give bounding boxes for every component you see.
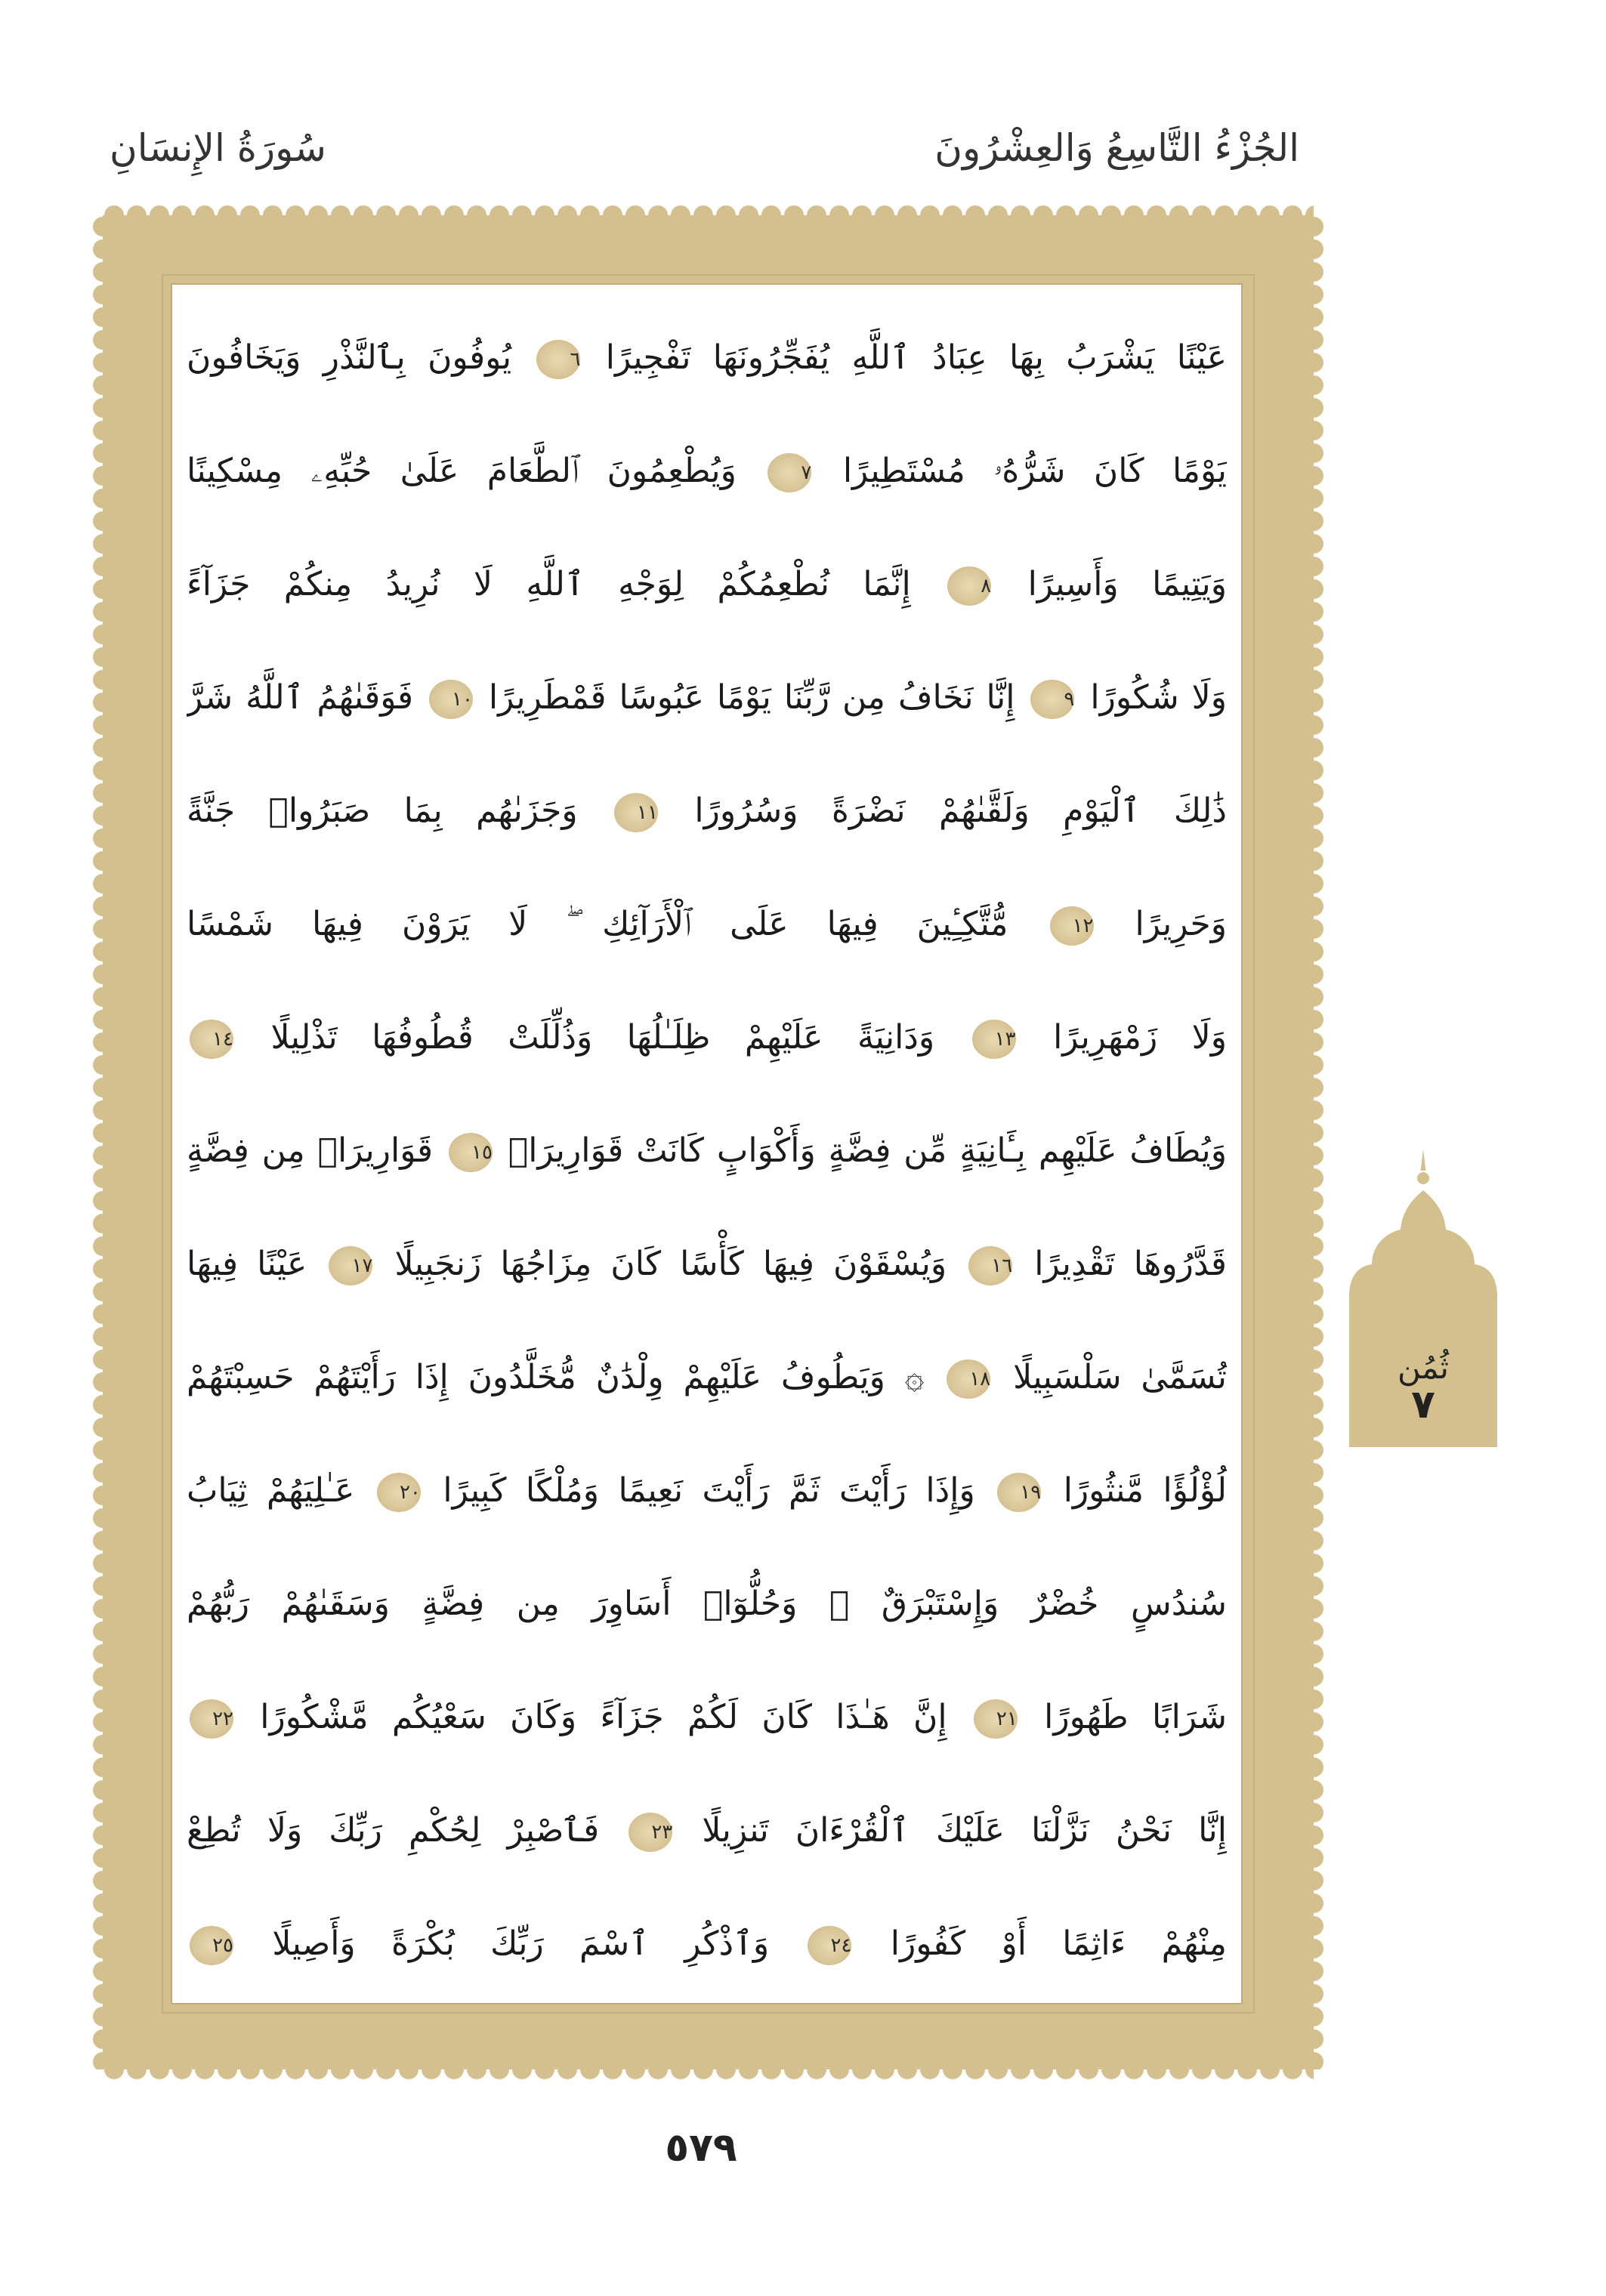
ayah-number-marker: ١٥ (449, 1133, 493, 1172)
verse-text: وَيُطَافُ عَلَيْهِم بِـَٔانِيَةٍ مِّن فِضَّةٍ وَأَكْوَابٍ كَانَتْ قَوَارِيرَا۠ (508, 1131, 1227, 1170)
ayah-number-marker: ١٩ (997, 1473, 1041, 1512)
ayah-number-marker: ١٤ (190, 1020, 233, 1059)
text-line (187, 1321, 1227, 1434)
verse-text-block (187, 301, 1227, 2001)
ayah-number-marker: ١٣ (972, 1020, 1016, 1059)
text-line-content (187, 1018, 1227, 1057)
text-line (187, 1774, 1227, 1887)
ayah-number-marker: ١٦ (968, 1246, 1012, 1285)
text-line (187, 868, 1227, 981)
verse-text: قَدَّرُوهَا تَقْدِيرًا (1034, 1245, 1227, 1283)
text-line (187, 1434, 1227, 1548)
text-line-content (187, 905, 1227, 943)
verse-text: لُؤْلُؤًا مَّنثُورًا (1063, 1471, 1227, 1510)
ayah-number-marker: ١٨ (947, 1359, 990, 1399)
verse-text: ذَٰلِكَ ٱلْيَوْمِ وَلَقَّىٰهُمْ نَضْرَةً وَسُرُورًا (694, 792, 1227, 830)
thumn-number: ٧ (1411, 1382, 1435, 1427)
text-line (187, 641, 1227, 755)
verse-text: عَيْنًا يَشْرَبُ بِهَا عِبَادُ ٱللَّهِ يُفَجِّرُونَهَا تَفْجِيرًا (605, 338, 1227, 377)
text-line-content (187, 1924, 1227, 1963)
verse-text: عَيْنًا فِيهَا (187, 1245, 307, 1283)
thumn-marker (1349, 1148, 1497, 1447)
text-line (187, 1548, 1227, 1661)
verse-text: شَرَابًا طَهُورًا (1044, 1698, 1227, 1736)
verse-text: وَيُطْعِمُونَ ٱلطَّعَامَ عَلَىٰ حُبِّهِۦ مِسْكِينًا (187, 452, 737, 490)
text-line-content (187, 1698, 1227, 1736)
verse-text: ۞ وَيَطُوفُ عَلَيْهِمْ وِلْدَٰنٌ مُّخَلَّدُونَ إِذَا رَأَيْتَهُمْ حَسِبْتَهُمْ (187, 1358, 925, 1396)
text-line (187, 1094, 1227, 1208)
verse-text: قَوَارِيرَا۟ مِن فِضَّةٍ (187, 1131, 434, 1170)
verse-text: وَيَتِيمًا وَأَسِيرًا (1027, 565, 1227, 603)
ayah-number-marker: ١٠ (429, 680, 473, 719)
text-line-content (187, 452, 1227, 490)
ayah-number-marker: ٢٠ (377, 1473, 421, 1512)
verse-text: عَـٰلِيَهُمْ ثِيَابُ (187, 1471, 355, 1510)
surah-title: سُورَةُ الإِنسَانِ (110, 126, 326, 170)
ayah-number-marker: ١٧ (329, 1246, 372, 1285)
ayah-number-marker: ٢١ (974, 1699, 1018, 1739)
verse-text: وَلَا شُكُورًا (1090, 678, 1227, 717)
verse-text: وَيُسْقَوْنَ فِيهَا كَأْسًا كَانَ مِزَاجُهَا زَنجَبِيلًا (394, 1245, 947, 1283)
verse-text: وَجَزَىٰهُم بِمَا صَبَرُوا۟ جَنَّةً (187, 792, 578, 830)
verse-text: يُوفُونَ بِٱلنَّذْرِ وَيَخَافُونَ (187, 338, 512, 377)
text-line-content (187, 1811, 1227, 1850)
verse-text: وَحَرِيرًا (1135, 905, 1227, 943)
text-line (187, 1208, 1227, 1321)
text-line (187, 528, 1227, 641)
text-line (187, 755, 1227, 868)
ayah-number-marker: ١١ (614, 793, 658, 832)
text-line-content (187, 338, 1227, 377)
verse-text: إِنَّ هَـٰذَا كَانَ لَكُمْ جَزَآءً وَكَانَ سَعْيُكُم مَّشْكُورًا (260, 1698, 947, 1736)
ayah-number-marker: ٦ (536, 340, 580, 379)
page-number: ٥٧٩ (665, 2125, 737, 2171)
verse-text: مِنْهُمْ ءَاثِمًا أَوْ كَفُورًا (890, 1924, 1227, 1963)
verse-text: مُّتَّكِـِٔينَ فِيهَا عَلَى ٱلْأَرَآئِكِ ۖ لَا يَرَوْنَ فِيهَا شَمْسًا (187, 905, 1008, 943)
ayah-number-marker: ١٢ (1050, 906, 1094, 946)
verse-text: يَوْمًا كَانَ شَرُّهُۥ مُسْتَطِيرًا (842, 452, 1227, 490)
verse-text: فَٱصْبِرْ لِحُكْمِ رَبِّكَ وَلَا تُطِعْ (187, 1811, 600, 1850)
text-line-content (187, 565, 1227, 603)
text-line-content (187, 1131, 1227, 1170)
text-line (187, 1661, 1227, 1774)
verse-text: سُندُسٍ خُضْرٌ وَإِسْتَبْرَقٌ ۖ وَحُلُّوٓا۟ أَسَاوِرَ مِن فِضَّةٍ وَسَقَىٰهُمْ رَبُّهُمْ (187, 1585, 1227, 1623)
ayah-number-marker: ٢٤ (808, 1926, 851, 1965)
text-line-content (187, 792, 1227, 830)
ayah-number-marker: ٩ (1030, 680, 1074, 719)
juz-title: الجُزْءُ التَّاسِعُ وَالعِشْرُونَ (934, 126, 1299, 170)
text-line (187, 1887, 1227, 2001)
text-line (187, 981, 1227, 1094)
verse-text: وَٱذْكُرِ ٱسْمَ رَبِّكَ بُكْرَةً وَأَصِيلًا (272, 1924, 770, 1963)
verse-text: إِنَّمَا نُطْعِمُكُمْ لِوَجْهِ ٱللَّهِ لَا نُرِيدُ مِنكُمْ جَزَآءً (187, 565, 911, 603)
verse-text: وَدَانِيَةً عَلَيْهِمْ ظِلَـٰلُهَا وَذُلِّلَتْ قُطُوفُهَا تَذْلِيلًا (270, 1018, 935, 1057)
ayah-number-marker: ٢٥ (190, 1926, 233, 1965)
verse-text: إِنَّا نَحْنُ نَزَّلْنَا عَلَيْكَ ٱلْقُرْءَانَ تَنزِيلًا (702, 1811, 1227, 1850)
text-line-content (187, 1245, 1227, 1283)
ayah-number-marker: ٨ (947, 566, 991, 606)
verse-text: تُسَمَّىٰ سَلْسَبِيلًا (1013, 1358, 1227, 1396)
text-line (187, 301, 1227, 415)
verse-text: وَلَا زَمْهَرِيرًا (1053, 1018, 1227, 1057)
verse-text: إِنَّا نَخَافُ مِن رَّبِّنَا يَوْمًا عَبُوسًا قَمْطَرِيرًا (488, 678, 1015, 717)
verse-text: فَوَقَىٰهُمُ ٱللَّهُ شَرَّ (187, 678, 414, 717)
ayah-number-marker: ٢٣ (629, 1813, 672, 1852)
thumn-label: ثُمُن (1398, 1349, 1449, 1386)
text-line-content (187, 1585, 1227, 1623)
verse-text: وَإِذَا رَأَيْتَ ثَمَّ رَأَيْتَ نَعِيمًا وَمُلْكًا كَبِيرًا (443, 1471, 975, 1510)
text-line (187, 415, 1227, 528)
text-line-content (187, 678, 1227, 717)
text-line-content (187, 1471, 1227, 1510)
text-line-content (187, 1358, 1227, 1396)
ayah-number-marker: ٧ (767, 453, 811, 492)
ayah-number-marker: ٢٢ (190, 1699, 233, 1739)
